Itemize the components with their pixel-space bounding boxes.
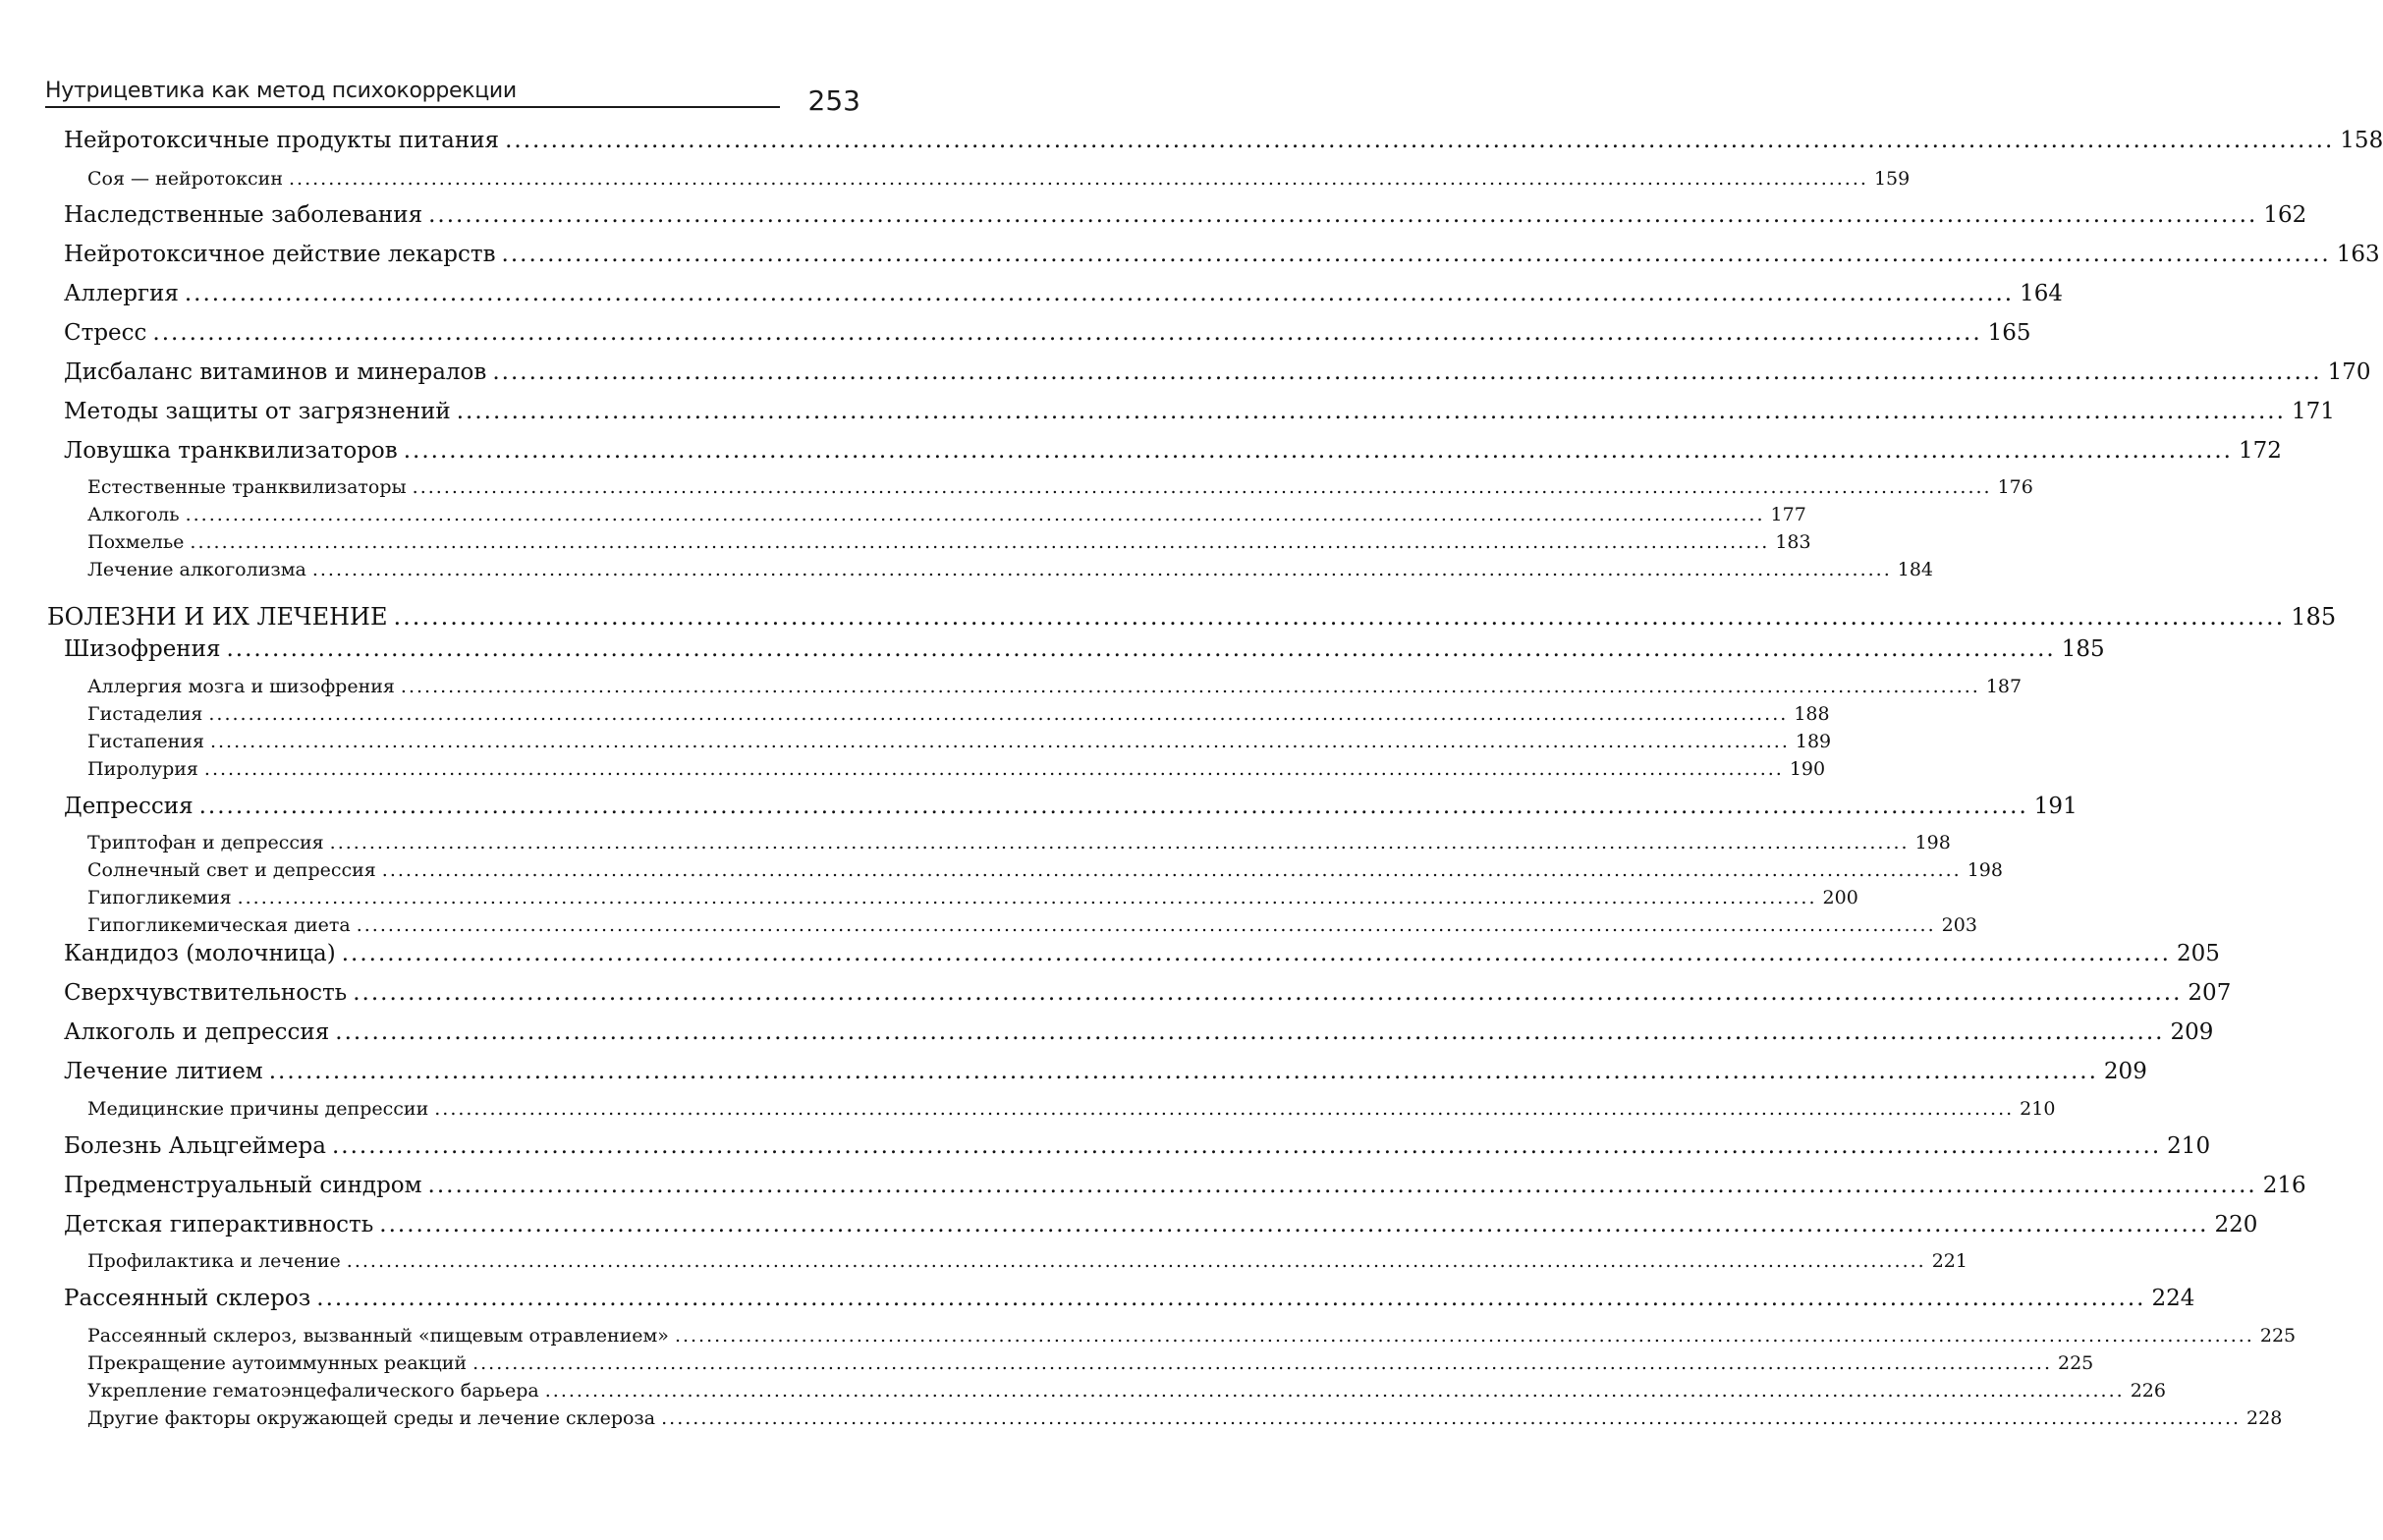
toc-leader-dots: ........................................................................................................................................................................................................ (412, 476, 1992, 498)
toc-leader-dots: ........................................................................................................................................................................................................ (311, 559, 1892, 580)
toc-entry-title: Наследственные заболевания (64, 202, 423, 228)
toc-entry-title: Методы защиты от загрязнений (64, 399, 451, 424)
page-number: 253 (807, 84, 860, 117)
toc-entry (64, 128, 2383, 157)
toc-leader-dots: ........................................................................................................................................................................................................ (434, 1098, 2015, 1120)
toc-leader-dots: ........................................................................................................................................................................................................ (184, 281, 2015, 306)
toc-entry (64, 438, 2282, 468)
toc-leader-dots: ........................................................................................................................................................................................................ (152, 320, 1982, 346)
toc-entry-page: 177 (1770, 504, 1806, 525)
toc-leader-dots: ........................................................................................................................................................................................................ (190, 531, 1770, 553)
toc-entry-page: 191 (2033, 794, 2078, 819)
toc-entry-page: 205 (2176, 941, 2220, 966)
toc-entry (64, 980, 2232, 1010)
toc-entry-title: Кандидоз (молочница) (64, 941, 336, 966)
toc-entry-title: Алкоголь и депрессия (64, 1019, 330, 1045)
toc-entry-page: 162 (2263, 202, 2307, 228)
toc-subentry (87, 504, 1806, 529)
toc-entry-title: Предменструальный синдром (64, 1173, 422, 1198)
toc-leader-dots: ........................................................................................................................................................................................................ (289, 168, 1868, 190)
toc-entry-title: Укрепление гематоэнцефалического барьера (87, 1380, 539, 1402)
toc-entry-page: 165 (1987, 320, 2031, 346)
toc-entry-title: Нейротоксичные продукты питания (64, 128, 500, 153)
toc-leader-dots: ........................................................................................................................................................................................................ (393, 603, 2286, 631)
toc-entry-title: Шизофрения (64, 636, 221, 662)
toc-leader-dots: ........................................................................................................................................................................................................ (341, 941, 2171, 966)
toc-entry-page: 189 (1795, 731, 1832, 752)
toc-leader-dots: ........................................................................................................................................................................................................ (356, 914, 1936, 936)
running-header (45, 77, 860, 126)
toc-entry-page: 190 (1789, 758, 1826, 780)
toc-entry-page: 207 (2188, 980, 2232, 1006)
toc-entry-title: Рассеянный склероз (64, 1286, 311, 1311)
toc-entry-page: 228 (2246, 1407, 2283, 1429)
toc-entry-page: 185 (2291, 603, 2337, 631)
toc-entry (64, 399, 2335, 428)
toc-entry-page: 183 (1775, 531, 1811, 553)
toc-entry-page: 221 (1931, 1250, 1967, 1272)
toc-entry-title: Дисбаланс витаминов и минералов (64, 359, 487, 385)
toc-entry (64, 794, 2078, 823)
toc-leader-dots: ........................................................................................................................................................................................................ (208, 703, 1789, 725)
toc-leader-dots: ........................................................................................................................................................................................................ (237, 887, 1817, 908)
header-rule (45, 106, 780, 108)
toc-entry-title: Детская гиперактивность (64, 1212, 374, 1238)
toc-subentry (87, 1098, 2056, 1124)
toc-entry-page: 225 (2259, 1325, 2297, 1347)
toc-entry-title: Пиролурия (87, 758, 198, 780)
toc-leader-dots: ........................................................................................................................................................................................................ (329, 832, 1910, 853)
toc-entry-page: 224 (2151, 1286, 2195, 1311)
toc-leader-dots: ........................................................................................................................................................................................................ (379, 1212, 2209, 1238)
toc-entry (64, 1059, 2147, 1088)
toc-entry-page: 184 (1897, 559, 1934, 580)
toc-entry (64, 242, 2380, 271)
toc-entry-title: Депрессия (64, 794, 194, 819)
toc-entry-title: Другие факторы окружающей среды и лечение склероза (87, 1407, 656, 1429)
toc-entry-title: Стресс (64, 320, 147, 346)
toc-leader-dots: ........................................................................................................................................................................................................ (316, 1286, 2146, 1311)
toc-entry-page: 209 (2170, 1019, 2214, 1045)
toc-leader-dots: ........................................................................................................................................................................................................ (353, 980, 2183, 1006)
toc-subentry (87, 1380, 2166, 1405)
toc-entry-page: 188 (1794, 703, 1830, 725)
running-header-title: Нутрицевтика как метод психокоррекции (45, 79, 517, 103)
toc-entry-page: 172 (2238, 438, 2282, 464)
toc-entry-page: 163 (2336, 242, 2380, 267)
toc-entry-page: 203 (1941, 914, 1977, 936)
toc-entry-page: 198 (1967, 859, 2003, 881)
toc-leader-dots: ........................................................................................................................................................................................................ (209, 731, 1790, 752)
toc-entry-title: Алкоголь (87, 504, 180, 525)
toc-leader-dots: ........................................................................................................................................................................................................ (674, 1325, 2254, 1347)
toc-leader-dots: ........................................................................................................................................................................................................ (226, 636, 2056, 662)
toc-entry-title: Нейротоксичное действие лекарств (64, 242, 496, 267)
toc-entry-page: 159 (1873, 168, 1911, 190)
toc-leader-dots: ........................................................................................................................................................................................................ (185, 504, 1765, 525)
toc-entry-title: Профилактика и лечение (87, 1250, 341, 1272)
toc-entry-page: 210 (2167, 1133, 2211, 1159)
toc-subentry (87, 1250, 1967, 1276)
toc-entry-page: 225 (2058, 1352, 2094, 1374)
toc-entry-title: Ловушка транквилизаторов (64, 438, 398, 464)
toc-entry-title: Гипогликемическая диета (87, 914, 351, 936)
toc-subentry (87, 676, 2023, 701)
toc-subentry (87, 168, 1911, 193)
toc-entry-title: Гистаделия (87, 703, 203, 725)
toc-entry (64, 359, 2371, 389)
toc-entry (64, 941, 2220, 970)
toc-leader-dots: ........................................................................................................................................................................................................ (472, 1352, 2052, 1374)
toc-entry (64, 1133, 2211, 1163)
toc-entry (64, 1286, 2195, 1315)
toc-entry-title: Прекращение аутоиммунных реакций (87, 1352, 468, 1374)
toc-leader-dots: ........................................................................................................................................................................................................ (346, 1250, 1926, 1272)
toc-leader-dots: ........................................................................................................................................................................................................ (400, 676, 1980, 697)
toc-entry-page: 198 (1914, 832, 1951, 853)
toc-entry-title: Рассеянный склероз, вызванный «пищевым отравлением» (87, 1325, 669, 1347)
toc-subentry (87, 1325, 2297, 1350)
toc-entry-page: 209 (2103, 1059, 2147, 1084)
toc-entry-page: 170 (2327, 359, 2371, 385)
toc-entry-title: Солнечный свет и депрессия (87, 859, 376, 881)
toc-entry-page: 187 (1985, 676, 2023, 697)
toc-section-title: БОЛЕЗНИ И ИХ ЛЕЧЕНИЕ (47, 603, 388, 631)
toc-leader-dots: ........................................................................................................................................................................................................ (492, 359, 2322, 385)
toc-section-heading (47, 603, 2337, 634)
toc-entry (64, 1173, 2306, 1202)
toc-leader-dots: ........................................................................................................................................................................................................ (198, 794, 2028, 819)
toc-entry-title: Триптофан и депрессия (87, 832, 324, 853)
toc-leader-dots: ........................................................................................................................................................................................................ (427, 1173, 2257, 1198)
toc-entry-title: Сверхчувствительность (64, 980, 348, 1006)
toc-entry-page: 158 (2340, 128, 2383, 153)
toc-entry-title: Гистапения (87, 731, 204, 752)
toc-entry-page: 176 (1997, 476, 2033, 498)
toc-subentry (87, 887, 1858, 912)
toc-leader-dots: ........................................................................................................................................................................................................ (428, 202, 2258, 228)
toc-subentry (87, 832, 1951, 857)
toc-entry-title: Соя — нейротоксин (87, 168, 284, 190)
toc-entry-title: Лечение алкоголизма (87, 559, 306, 580)
toc-entry-page: 210 (2020, 1098, 2056, 1120)
toc-subentry (87, 559, 1934, 584)
toc-leader-dots: ........................................................................................................................................................................................................ (505, 128, 2335, 153)
toc-leader-dots: ........................................................................................................................................................................................................ (403, 438, 2233, 464)
toc-entry-page: 200 (1822, 887, 1858, 908)
toc-entry (64, 1019, 2214, 1049)
toc-entry-title: Болезнь Альцгеймера (64, 1133, 326, 1159)
toc-entry-page: 226 (2130, 1380, 2166, 1402)
toc-leader-dots: ........................................................................................................................................................................................................ (544, 1380, 2125, 1402)
toc-entry-page: 171 (2291, 399, 2335, 424)
toc-leader-dots: ........................................................................................................................................................................................................ (268, 1059, 2098, 1084)
toc-entry-title: Аллергия мозга и шизофрения (87, 676, 395, 697)
toc-entry-title: Похмелье (87, 531, 185, 553)
toc-leader-dots: ........................................................................................................................................................................................................ (381, 859, 1962, 881)
toc-subentry (87, 914, 1977, 940)
toc-entry-title: Естественные транквилизаторы (87, 476, 407, 498)
toc-leader-dots: ........................................................................................................................................................................................................ (501, 242, 2331, 267)
toc-leader-dots: ........................................................................................................................................................................................................ (661, 1407, 2242, 1429)
toc-entry (64, 202, 2307, 232)
toc-entry (64, 636, 2105, 666)
toc-entry-page: 216 (2262, 1173, 2306, 1198)
toc-entry-page: 164 (2020, 281, 2063, 306)
toc-entry (64, 320, 2031, 350)
toc-leader-dots: ........................................................................................................................................................................................................ (203, 758, 1784, 780)
toc-entry-page: 185 (2061, 636, 2105, 662)
toc-entry-title: Лечение литием (64, 1059, 263, 1084)
toc-subentry (87, 531, 1811, 557)
toc-entry-title: Аллергия (64, 281, 179, 306)
toc-subentry (87, 859, 2003, 885)
toc-entry (64, 1212, 2258, 1241)
toc-subentry (87, 1352, 2094, 1378)
toc-subentry (87, 731, 1832, 756)
toc-entry-page: 220 (2214, 1212, 2258, 1238)
toc-leader-dots: ........................................................................................................................................................................................................ (456, 399, 2286, 424)
toc-subentry (87, 758, 1826, 784)
toc-entry-title: Гипогликемия (87, 887, 232, 908)
toc-subentry (87, 703, 1830, 729)
toc-subentry (87, 476, 2033, 502)
toc-entry (64, 281, 2063, 310)
toc-subentry (87, 1407, 2283, 1433)
toc-leader-dots: ........................................................................................................................................................................................................ (335, 1019, 2165, 1045)
toc-leader-dots: ........................................................................................................................................................................................................ (331, 1133, 2162, 1159)
toc-entry-title: Медицинские причины депрессии (87, 1098, 429, 1120)
